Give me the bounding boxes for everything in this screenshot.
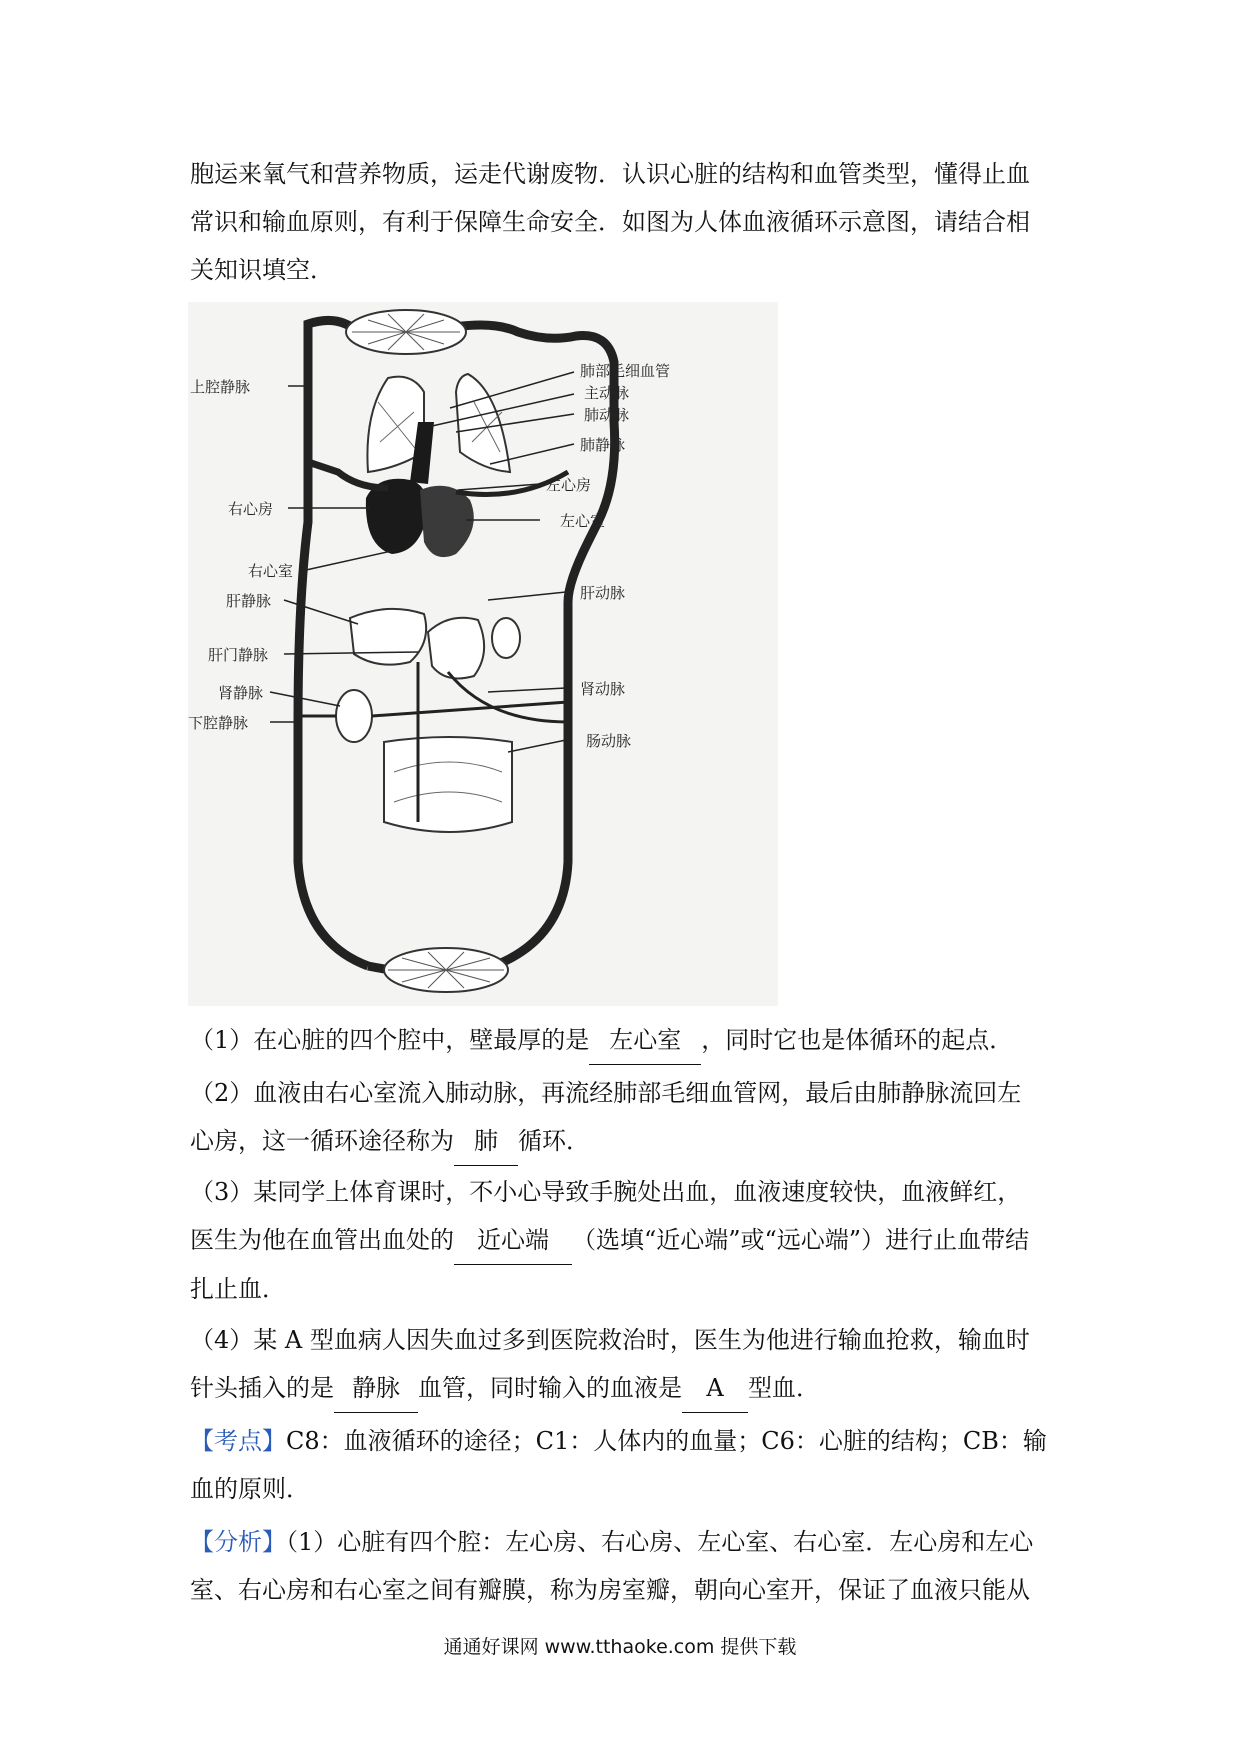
kaodian-line-1 [190, 1417, 1052, 1465]
q4-text-post: 型血． [748, 1374, 820, 1402]
kaodian-text-1: C8：血液循环的途径；C1：人体内的血量；C6：心脏的结构；CB：输 [286, 1427, 1047, 1455]
intro-line-3: 关知识填空． [190, 256, 334, 284]
q3-text-pre: 医生为他在血管出血处的 [190, 1226, 454, 1254]
fenxi-line-2: 室、右心房和右心室之间有瓣膜，称为房室瓣，朝向心室开，保证了血液只能从 [190, 1576, 1030, 1604]
fenxi-line-1 [190, 1518, 1052, 1566]
label-hepatic-vein: 肝静脉 [226, 592, 272, 610]
label-lower-vena-cava: 下腔静脉 [188, 714, 249, 732]
q1-line [190, 1016, 1052, 1065]
kaodian-line-2: 血的原则． [190, 1475, 310, 1503]
label-hepatic-artery: 肝动脉 [580, 584, 626, 602]
q2-line-2 [190, 1117, 1052, 1166]
q2-text-pre: 心房，这一循环途径称为 [190, 1127, 454, 1155]
q4-text-pre: 针头插入的是 [190, 1374, 334, 1402]
label-renal-artery: 肾动脉 [580, 680, 626, 698]
question-1 [190, 1016, 1052, 1065]
fenxi-text-1: （1）心脏有四个腔：左心房、右心房、左心室、右心室．左心房和左心 [286, 1528, 1034, 1556]
liver [350, 609, 426, 665]
question-3 [190, 1168, 1052, 1313]
label-pulmonary-vein: 肺静脉 [580, 436, 626, 454]
kaodian-tag: 【考点】 [190, 1427, 286, 1455]
q2-line-1: （2）血液由右心室流入肺动脉，再流经肺部毛细血管网，最后由肺静脉流回左 [190, 1079, 1022, 1107]
label-renal-vein: 肾静脉 [218, 684, 264, 702]
fenxi-tag: 【分析】 [190, 1528, 286, 1556]
label-right-ventricle: 右心室 [248, 562, 294, 580]
kidney [336, 690, 372, 742]
label-pulmonary-artery: 肺动脉 [584, 406, 630, 424]
question-2 [190, 1069, 1052, 1166]
stomach [428, 618, 484, 679]
q4-line-1: （4）某 A 型血病人因失血过多到医院救治时，医生为他进行输血抢救，输血时 [190, 1326, 1030, 1354]
spleen [492, 618, 520, 658]
footer-text: 通通好课网 www.tthaoke.com 提供下载 [443, 1636, 797, 1658]
q3-text-post: （选填“近心端”或“远心端”）进行止血带结 [572, 1226, 1030, 1254]
label-aorta: 主动脉 [584, 384, 630, 402]
q2-text-post: 循环． [518, 1127, 590, 1155]
intro-line-1: 胞运来氧气和营养物质，运走代谢废物．认识心脏的结构和血管类型，懂得止血 [190, 160, 1030, 188]
right-lung [456, 374, 510, 472]
q1-answer: 左心室 [589, 1016, 701, 1065]
q3-line-1: （3）某同学上体育课时，不小心导致手腕处出血，血液速度较快，血液鲜红， [190, 1178, 1022, 1206]
circulation-svg [188, 302, 778, 1006]
q3-answer: 近心端 [454, 1216, 572, 1265]
label-left-ventricle: 左心室 [560, 512, 606, 530]
intestine [384, 737, 512, 832]
label-right-atrium: 右心房 [228, 500, 274, 518]
label-intestinal-artery: 肠动脉 [586, 732, 632, 750]
q4-answer-1: 静脉 [334, 1364, 418, 1413]
label-left-atrium: 左心房 [546, 476, 592, 494]
q3-line-2 [190, 1216, 1052, 1265]
label-lung-capillaries: 肺部毛细血管 [580, 362, 671, 380]
blood-circulation-diagram [188, 302, 778, 1006]
label-upper-vena-cava: 上腔静脉 [190, 378, 251, 396]
q4-text-mid: 血管，同时输入的血液是 [418, 1374, 682, 1402]
q3-line-3: 扎止血． [190, 1275, 286, 1303]
q1-text-post: ，同时它也是体循环的起点． [701, 1026, 1014, 1054]
label-hepatic-portal-vein: 肝门静脉 [208, 646, 269, 664]
intro-line-2: 常识和输血原则，有利于保障生命安全．如图为人体血液循环示意图，请结合相 [190, 208, 1030, 236]
q1-text-pre: （1）在心脏的四个腔中，壁最厚的是 [190, 1026, 590, 1054]
question-4 [190, 1316, 1052, 1413]
intro-paragraph [190, 150, 1052, 294]
fenxi-section [190, 1518, 1052, 1614]
q4-line-2 [190, 1364, 1052, 1413]
kaodian-section [190, 1417, 1052, 1513]
q4-answer-2: A [682, 1364, 748, 1413]
heart-left-side [420, 486, 474, 557]
q2-answer: 肺 [454, 1117, 518, 1166]
